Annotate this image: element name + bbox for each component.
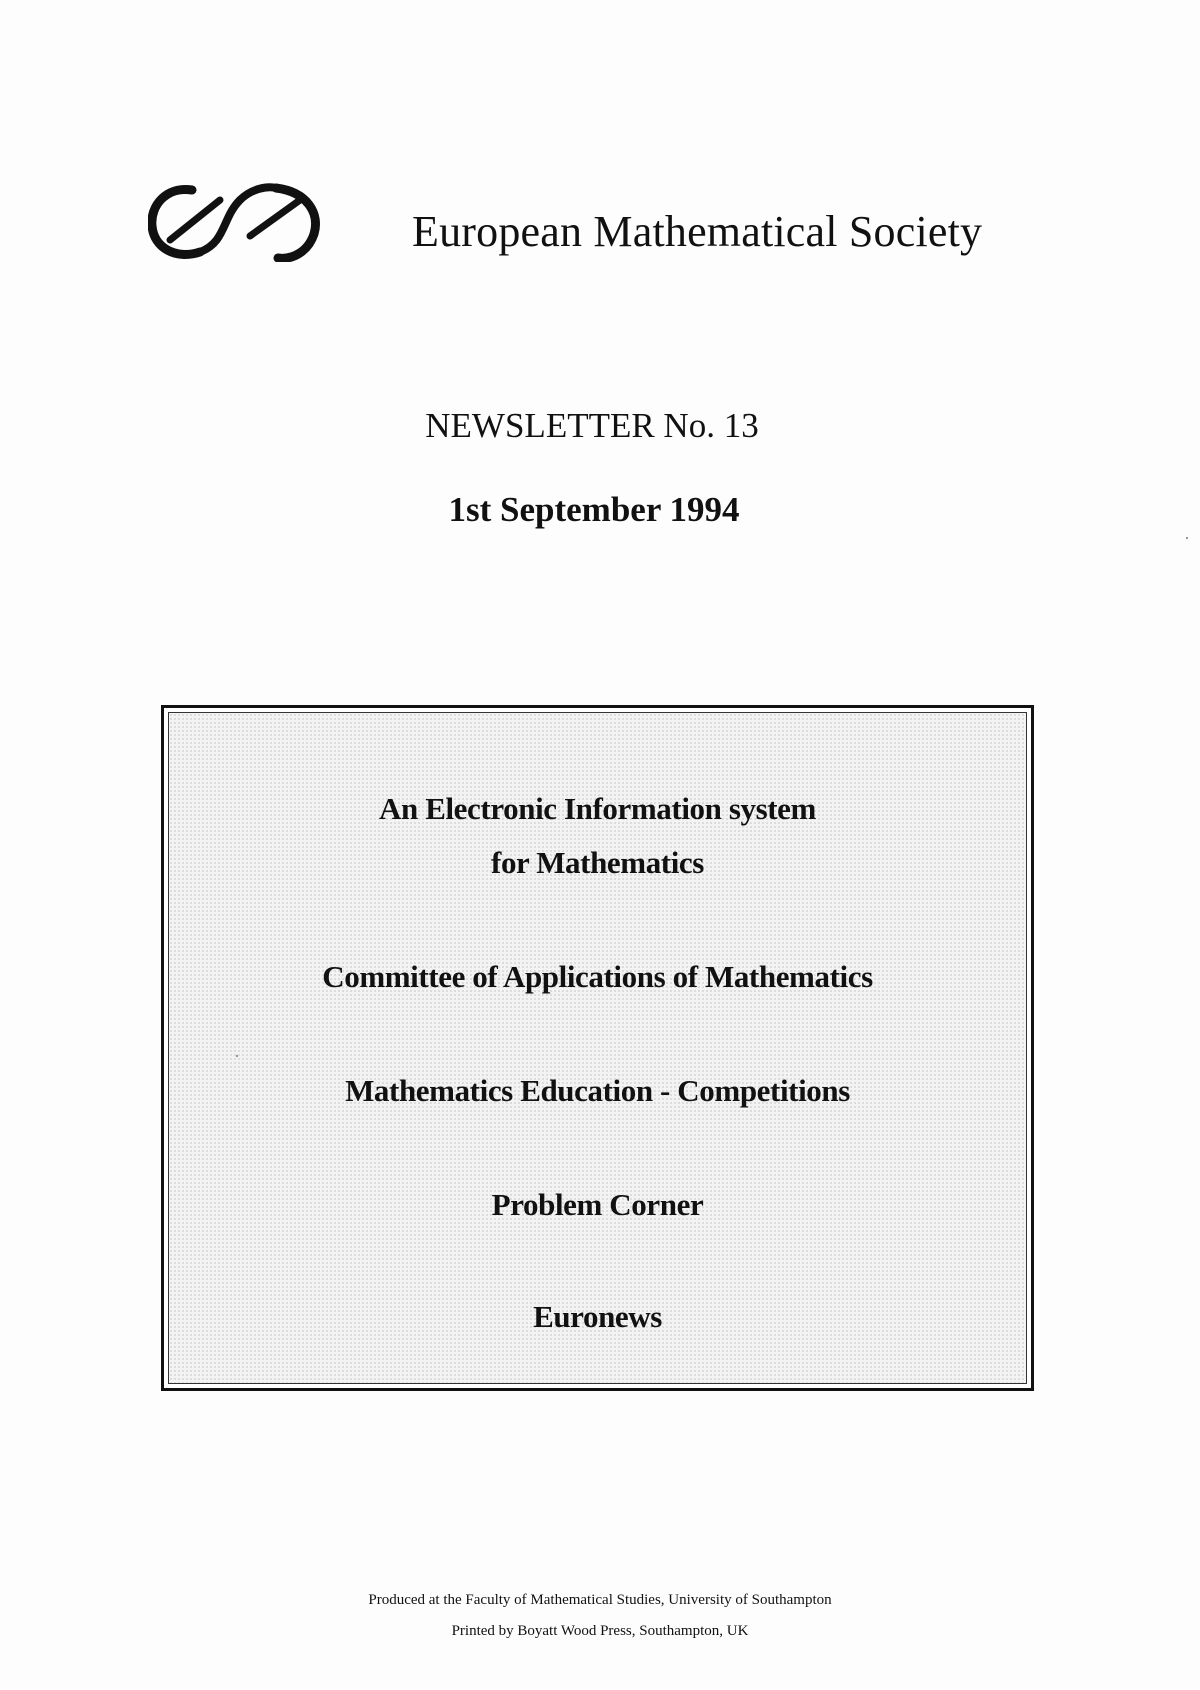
newsletter-number: NEWSLETTER No. 13 bbox=[425, 406, 759, 445]
contents-item: for Mathematics bbox=[491, 845, 704, 880]
footer-produced: Produced at the Faculty of Mathematical Studies, University of Southampton bbox=[368, 1592, 832, 1608]
contents-box bbox=[161, 705, 1034, 1391]
contents-box-inner bbox=[168, 712, 1027, 1384]
contents-item: An Electronic Information system bbox=[379, 791, 816, 826]
scan-speck bbox=[1186, 537, 1188, 539]
scan-speck bbox=[236, 1055, 238, 1057]
issue-date: 1st September 1994 bbox=[448, 490, 740, 529]
contents-item: Problem Corner bbox=[491, 1187, 704, 1222]
footer-printed: Printed by Boyatt Wood Press, Southampton, UK bbox=[451, 1623, 749, 1639]
contents-item: Euronews bbox=[533, 1299, 662, 1334]
contents-item: Mathematics Education - Competitions bbox=[345, 1073, 850, 1108]
society-name: European Mathematical Society bbox=[412, 207, 983, 256]
contents-item: Committee of Applications of Mathematics bbox=[322, 959, 873, 994]
ems-logo-icon bbox=[148, 178, 323, 262]
